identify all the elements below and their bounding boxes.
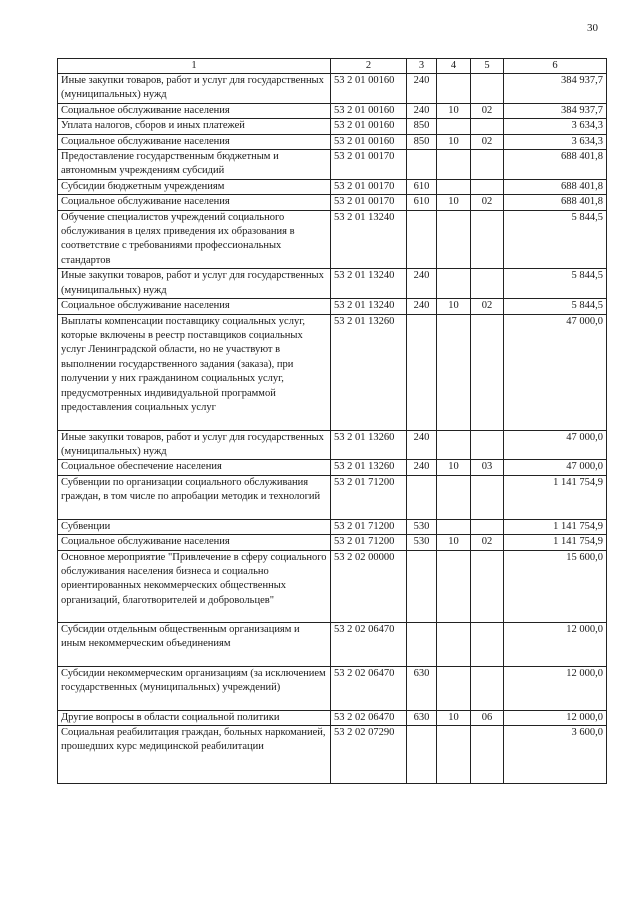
table-row	[58, 150, 607, 180]
row-col3-cell: 240	[407, 460, 437, 475]
row-amount-cell: 3 600,0	[504, 725, 607, 783]
row-name-cell: Социальная реабилитация граждан, больных наркоманией, прошедших курс медицинской реабилитации	[58, 725, 331, 783]
row-col3-cell: 240	[407, 299, 437, 314]
row-code-cell: 53 2 01 00160	[331, 74, 407, 104]
row-col3-cell: 240	[407, 430, 437, 460]
row-col3-cell: 240	[407, 74, 437, 104]
row-amount-cell: 384 937,7	[504, 74, 607, 104]
row-amount-cell: 47 000,0	[504, 314, 607, 430]
row-col4-cell	[437, 210, 471, 269]
row-col4-cell: 10	[437, 535, 471, 550]
row-col3-cell: 240	[407, 269, 437, 299]
row-col3-cell	[407, 622, 437, 666]
row-name-cell: Иные закупки товаров, работ и услуг для государственных (муниципальных) нужд	[58, 430, 331, 460]
header-col-2: 2	[331, 59, 407, 74]
row-col5-cell	[471, 150, 504, 180]
row-code-cell: 53 2 01 13260	[331, 314, 407, 430]
row-name-cell: Субсидии некоммерческим организациям (за исключением государственных (муниципальных) учреждений)	[58, 666, 331, 710]
row-col3-cell: 850	[407, 119, 437, 134]
row-amount-cell: 688 401,8	[504, 195, 607, 210]
row-amount-cell: 47 000,0	[504, 460, 607, 475]
row-col4-cell	[437, 666, 471, 710]
row-name-cell: Социальное обслуживание населения	[58, 103, 331, 118]
table-row	[58, 74, 607, 104]
table-body	[58, 74, 607, 784]
row-col5-cell	[471, 179, 504, 194]
row-col5-cell: 02	[471, 134, 504, 149]
row-code-cell: 53 2 01 00160	[331, 134, 407, 149]
row-name-cell: Предоставление государственным бюджетным и автономным учреждениям субсидий	[58, 150, 331, 180]
row-col4-cell	[437, 150, 471, 180]
row-col5-cell	[471, 74, 504, 104]
row-code-cell: 53 2 02 06470	[331, 666, 407, 710]
row-name-cell: Иные закупки товаров, работ и услуг для государственных (муниципальных) нужд	[58, 269, 331, 299]
row-col5-cell	[471, 519, 504, 534]
row-code-cell: 53 2 01 00170	[331, 179, 407, 194]
table-row	[58, 299, 607, 314]
row-col4-cell	[437, 519, 471, 534]
table-row	[58, 460, 607, 475]
row-name-cell: Социальное обеспечение населения	[58, 460, 331, 475]
row-amount-cell: 688 401,8	[504, 150, 607, 180]
row-amount-cell: 47 000,0	[504, 430, 607, 460]
row-name-cell: Основное мероприятие "Привлечение в сферу социального обслуживания населения бизнеса и социально ориентированных некоммерческих общественных организаций, благотворителей и добровольцев"	[58, 550, 331, 622]
table-row	[58, 179, 607, 194]
row-amount-cell: 12 000,0	[504, 622, 607, 666]
table-row	[58, 119, 607, 134]
row-amount-cell: 1 141 754,9	[504, 475, 607, 519]
row-col4-cell: 10	[437, 710, 471, 725]
row-col3-cell: 630	[407, 666, 437, 710]
row-col5-cell	[471, 475, 504, 519]
row-col5-cell	[471, 314, 504, 430]
row-name-cell: Социальное обслуживание населения	[58, 299, 331, 314]
row-col3-cell	[407, 725, 437, 783]
row-col3-cell: 630	[407, 710, 437, 725]
row-amount-cell: 12 000,0	[504, 710, 607, 725]
row-col4-cell	[437, 430, 471, 460]
row-col3-cell	[407, 210, 437, 269]
row-col4-cell: 10	[437, 299, 471, 314]
row-col5-cell	[471, 430, 504, 460]
row-col4-cell	[437, 314, 471, 430]
row-col4-cell	[437, 725, 471, 783]
table-row	[58, 269, 607, 299]
table-row	[58, 134, 607, 149]
row-name-cell: Социальное обслуживание населения	[58, 535, 331, 550]
header-col-3: 3	[407, 59, 437, 74]
table-row	[58, 210, 607, 269]
budget-table	[57, 58, 607, 784]
row-col3-cell	[407, 550, 437, 622]
row-col4-cell	[437, 550, 471, 622]
row-name-cell: Иные закупки товаров, работ и услуг для государственных (муниципальных) нужд	[58, 74, 331, 104]
row-col3-cell	[407, 314, 437, 430]
row-col5-cell: 02	[471, 299, 504, 314]
row-col5-cell	[471, 550, 504, 622]
row-col3-cell: 610	[407, 179, 437, 194]
row-col5-cell	[471, 666, 504, 710]
header-col-4: 4	[437, 59, 471, 74]
row-col5-cell	[471, 622, 504, 666]
row-col5-cell	[471, 725, 504, 783]
row-col4-cell: 10	[437, 103, 471, 118]
row-col5-cell: 06	[471, 710, 504, 725]
row-col5-cell: 02	[471, 535, 504, 550]
row-col3-cell: 530	[407, 535, 437, 550]
table-row	[58, 475, 607, 519]
row-amount-cell: 3 634,3	[504, 134, 607, 149]
row-code-cell: 53 2 01 00170	[331, 195, 407, 210]
row-amount-cell: 15 600,0	[504, 550, 607, 622]
row-amount-cell: 5 844,5	[504, 269, 607, 299]
row-code-cell: 53 2 01 00170	[331, 150, 407, 180]
row-code-cell: 53 2 01 13240	[331, 210, 407, 269]
row-col5-cell	[471, 269, 504, 299]
row-code-cell: 53 2 01 00160	[331, 119, 407, 134]
table-row	[58, 666, 607, 710]
header-row	[58, 59, 607, 74]
row-col5-cell: 02	[471, 103, 504, 118]
header-col-5: 5	[471, 59, 504, 74]
row-amount-cell: 5 844,5	[504, 210, 607, 269]
row-name-cell: Субвенции по организации социального обслуживания граждан, в том числе по апробации методик и технологий	[58, 475, 331, 519]
row-code-cell: 53 2 01 71200	[331, 535, 407, 550]
row-code-cell: 53 2 01 13260	[331, 460, 407, 475]
row-name-cell: Субсидии отдельным общественным организациям и иным некоммерческим объединениям	[58, 622, 331, 666]
row-col4-cell: 10	[437, 134, 471, 149]
table-row	[58, 314, 607, 430]
row-code-cell: 53 2 01 13260	[331, 430, 407, 460]
row-amount-cell: 12 000,0	[504, 666, 607, 710]
row-col4-cell: 10	[437, 195, 471, 210]
table-row	[58, 195, 607, 210]
row-col3-cell: 240	[407, 103, 437, 118]
table-row	[58, 725, 607, 783]
row-col3-cell	[407, 150, 437, 180]
row-name-cell: Обучение специалистов учреждений социального обслуживания в целях приведения их образования в соответствие с требованиями профессиональных стандартов	[58, 210, 331, 269]
row-col4-cell	[437, 74, 471, 104]
table-row	[58, 535, 607, 550]
header-col-6: 6	[504, 59, 607, 74]
page-number: 30	[587, 22, 598, 34]
table-row	[58, 710, 607, 725]
row-col3-cell: 850	[407, 134, 437, 149]
row-name-cell: Социальное обслуживание населения	[58, 195, 331, 210]
header-col-1: 1	[58, 59, 331, 74]
table-row	[58, 550, 607, 622]
row-amount-cell: 1 141 754,9	[504, 519, 607, 534]
row-amount-cell: 3 634,3	[504, 119, 607, 134]
row-code-cell: 53 2 01 13240	[331, 299, 407, 314]
row-col5-cell: 02	[471, 195, 504, 210]
row-name-cell: Уплата налогов, сборов и иных платежей	[58, 119, 331, 134]
row-col5-cell	[471, 119, 504, 134]
table-row	[58, 622, 607, 666]
row-code-cell: 53 2 01 71200	[331, 475, 407, 519]
row-col5-cell: 03	[471, 460, 504, 475]
row-col3-cell	[407, 475, 437, 519]
table-row	[58, 519, 607, 534]
row-name-cell: Выплаты компенсации поставщику социальных услуг, которые включены в реестр поставщиков социальных услуг Ленинградской области, но не участвуют в выполнении государственного задания (заказа), при получении у них гражданином социальных услуг, предусмотренных индивидуальной программой предоставления социальных услуг	[58, 314, 331, 430]
row-amount-cell: 1 141 754,9	[504, 535, 607, 550]
table-row	[58, 103, 607, 118]
row-col4-cell	[437, 269, 471, 299]
row-col3-cell: 610	[407, 195, 437, 210]
row-col4-cell: 10	[437, 460, 471, 475]
row-name-cell: Субвенции	[58, 519, 331, 534]
row-code-cell: 53 2 01 71200	[331, 519, 407, 534]
row-col4-cell	[437, 475, 471, 519]
row-code-cell: 53 2 01 13240	[331, 269, 407, 299]
row-col4-cell	[437, 119, 471, 134]
row-name-cell: Субсидии бюджетным учреждениям	[58, 179, 331, 194]
row-name-cell: Социальное обслуживание населения	[58, 134, 331, 149]
row-code-cell: 53 2 02 07290	[331, 725, 407, 783]
row-name-cell: Другие вопросы в области социальной политики	[58, 710, 331, 725]
row-code-cell: 53 2 02 00000	[331, 550, 407, 622]
row-col5-cell	[471, 210, 504, 269]
table-row	[58, 430, 607, 460]
row-amount-cell: 688 401,8	[504, 179, 607, 194]
row-col4-cell	[437, 179, 471, 194]
row-amount-cell: 5 844,5	[504, 299, 607, 314]
row-col4-cell	[437, 622, 471, 666]
row-code-cell: 53 2 02 06470	[331, 710, 407, 725]
row-amount-cell: 384 937,7	[504, 103, 607, 118]
row-code-cell: 53 2 01 00160	[331, 103, 407, 118]
row-col3-cell: 530	[407, 519, 437, 534]
row-code-cell: 53 2 02 06470	[331, 622, 407, 666]
